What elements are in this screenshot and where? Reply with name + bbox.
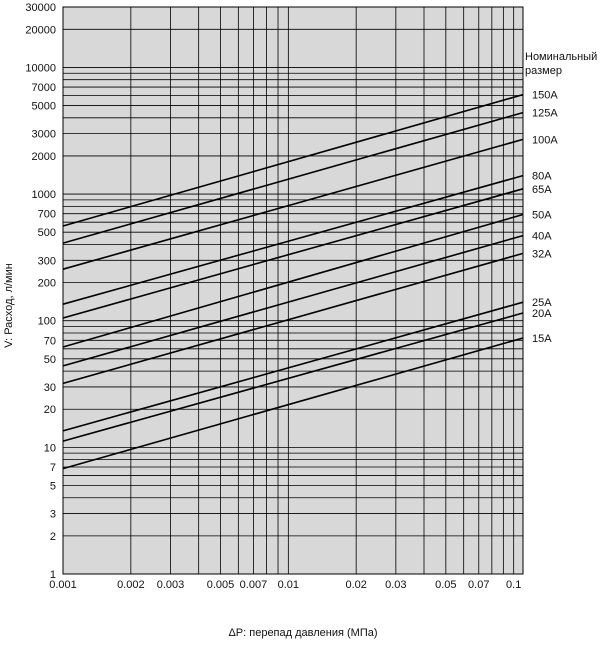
x-tick-label: 0.02 bbox=[345, 579, 367, 591]
y-tick-label: 3000 bbox=[31, 128, 56, 141]
series-label: 40A bbox=[532, 230, 552, 243]
plot-background bbox=[63, 7, 523, 574]
series-label: 20A bbox=[532, 308, 552, 321]
x-tick-labels bbox=[49, 579, 521, 591]
y-tick-label: 30000 bbox=[25, 2, 56, 14]
y-tick-label: 7 bbox=[49, 461, 56, 474]
x-axis-label: ΔP: перепад давления (МПа) bbox=[228, 627, 378, 639]
x-tick-label: 0.03 bbox=[385, 579, 407, 591]
y-tick-label: 10 bbox=[43, 442, 56, 455]
y-tick-label: 700 bbox=[37, 208, 56, 221]
legend-title: Номинальный bbox=[525, 51, 598, 63]
y-tick-label: 5 bbox=[49, 480, 56, 493]
x-tick-label: 0.007 bbox=[239, 579, 268, 591]
x-tick-label: 0.01 bbox=[277, 579, 300, 591]
series-label: 150A bbox=[532, 89, 558, 102]
y-tick-label: 7000 bbox=[31, 82, 56, 95]
y-tick-label: 50 bbox=[43, 353, 56, 366]
y-tick-label: 300 bbox=[37, 255, 56, 268]
series-label: 65A bbox=[532, 183, 552, 196]
series-label: 50A bbox=[532, 209, 552, 222]
legend-title: размер bbox=[525, 65, 562, 77]
y-tick-label: 30 bbox=[43, 381, 56, 394]
y-tick-label: 70 bbox=[43, 335, 56, 348]
x-tick-label: 0.002 bbox=[117, 579, 145, 591]
series-label: 32A bbox=[532, 248, 552, 261]
x-tick-label: 0.07 bbox=[468, 579, 490, 591]
y-tick-label: 2000 bbox=[31, 150, 56, 163]
x-tick-label: 0.1 bbox=[506, 579, 522, 591]
series-label: 15A bbox=[532, 333, 552, 346]
series-label: 25A bbox=[532, 297, 552, 310]
y-tick-label: 20000 bbox=[25, 24, 56, 37]
y-tick-label: 200 bbox=[37, 277, 56, 290]
x-tick-label: 0.001 bbox=[49, 579, 77, 591]
x-tick-label: 0.003 bbox=[156, 579, 185, 591]
series-label: 125A bbox=[532, 107, 558, 120]
y-tick-label: 10000 bbox=[25, 62, 56, 75]
y-tick-label: 2 bbox=[49, 530, 56, 543]
series-labels bbox=[525, 51, 597, 345]
y-tick-label: 1000 bbox=[31, 189, 56, 202]
x-tick-label: 0.05 bbox=[435, 579, 457, 591]
y-tick-labels bbox=[25, 2, 56, 581]
x-tick-label: 0.005 bbox=[206, 579, 235, 591]
y-axis-label: V: Расход, л/мин bbox=[3, 263, 15, 348]
y-tick-label: 5000 bbox=[31, 100, 56, 113]
y-tick-label: 500 bbox=[37, 227, 56, 240]
y-tick-label: 100 bbox=[37, 315, 56, 328]
y-tick-label: 3 bbox=[49, 508, 56, 521]
y-tick-label: 20 bbox=[43, 404, 56, 417]
series-label: 100A bbox=[532, 134, 558, 147]
y-tick-label: 1 bbox=[49, 569, 56, 581]
series-label: 80A bbox=[532, 170, 552, 183]
